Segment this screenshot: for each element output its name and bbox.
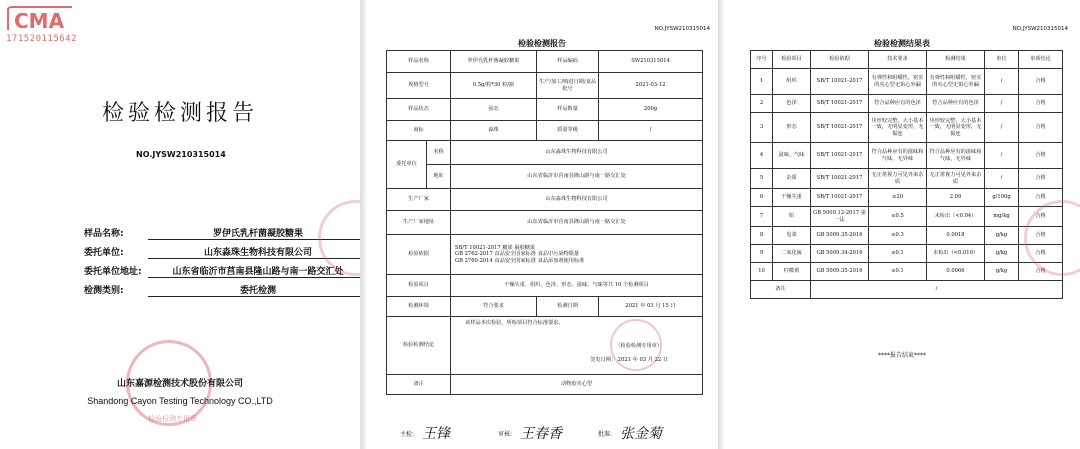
cell-unit: g/kg — [985, 227, 1019, 245]
table-row — [751, 113, 1063, 143]
cell-basis: GB 5009.35-2016 — [811, 263, 869, 281]
cell-basis: SB/T 10021-2017 — [811, 69, 869, 95]
cell-basis: SB/T 10021-2017 — [811, 189, 869, 207]
cell-req: 块形较完整，大小基本一致，无明显变形，无黏连 — [869, 113, 927, 143]
remark-label: 备注 — [751, 281, 811, 299]
sign-main-signature: 王锋 — [422, 426, 450, 442]
company-name-cn: 山东嘉源检测技术股份有限公司 — [116, 379, 243, 389]
cover-title: 检验检测报告 — [101, 101, 258, 126]
cell-no: 4 — [751, 143, 773, 169]
company-name-en: Shandong Cayon Testing Technology CO.,LTD — [87, 396, 273, 406]
cell-concl: 合格 — [1019, 143, 1063, 169]
label-cell: 生产/加工/购进日期/食品批号 — [537, 73, 599, 99]
cell-basis: GB 5009.35-2016 — [811, 227, 869, 245]
label-cell: 商标 — [387, 121, 451, 141]
report-doc-no: NO.JYSW210315014 — [654, 26, 710, 32]
field-label: 检测类别: — [84, 286, 124, 296]
cell-no: 7 — [751, 207, 773, 227]
cell-concl: 合格 — [1019, 263, 1063, 281]
cell-no: 3 — [751, 113, 773, 143]
label-cell: 样品编码 — [537, 51, 599, 73]
basis-line: SB/T 10021-2017 糖果 凝胶糖果 — [455, 244, 536, 251]
field-value: 山东淼珠生物科技有限公司 — [148, 245, 360, 259]
value-cell: 山东省临沂市莒南县隆山路与南一路交汇处 — [451, 165, 703, 189]
label-cell: 生产厂家地址 — [387, 211, 451, 235]
cma-logo-icon — [4, 4, 76, 34]
table-row — [751, 189, 1063, 207]
sign-main-label: 主检: — [400, 431, 415, 438]
table-row — [751, 69, 1063, 95]
cell-concl: 合格 — [1019, 95, 1063, 113]
field-value: 山东省临沂市莒南县隆山路与南一路交汇处 — [148, 264, 360, 278]
conclusion-seal-label: （检验检测专用章） — [615, 343, 663, 349]
cell-req: ≤20 — [869, 189, 927, 207]
cell-item: 滋味、气味 — [773, 143, 811, 169]
results-title: 检验检测结果表 — [874, 39, 930, 48]
label-cell: 样品数量 — [537, 99, 599, 121]
report-seal-icon — [610, 319, 662, 371]
cell-req: 有弹性和咀嚼性，密实的夹心型无馅心外漏 — [869, 69, 927, 95]
cell-no: 6 — [751, 189, 773, 207]
cma-number: 171520115642 — [6, 34, 78, 44]
report-title: 检验检测报告 — [518, 39, 566, 48]
sign-review-label: 审核: — [498, 431, 513, 438]
label-cell: 检测日期 — [537, 297, 599, 317]
cell-concl: 合格 — [1019, 69, 1063, 95]
cell-req: 符合品种应有的色泽 — [869, 95, 927, 113]
value-cell: 2021 年 03 月 15 日 — [599, 297, 703, 317]
cell-basis: GB 5009.12-2017 第一法 — [811, 207, 869, 227]
remark-row — [751, 281, 1063, 299]
cell-item: 二氧化硫 — [773, 245, 811, 263]
cell-concl: 合格 — [1019, 113, 1063, 143]
cell-item: 色泽 — [773, 95, 811, 113]
results-page — [724, 0, 1080, 449]
value-cell: 动物胶夹心型 — [451, 375, 703, 395]
cell-req: ≤0.1 — [869, 263, 927, 281]
label-cell: 委托单位 — [387, 141, 427, 189]
basis-line: GB 2760-2014 食品安全国家标准 食品添加剂使用标准 — [455, 257, 585, 264]
value-cell: 2021-03-12 — [599, 73, 703, 99]
field-value: 罗伊氏乳杆菌凝胶糖果 — [148, 226, 360, 240]
label-cell: 备注 — [387, 375, 451, 395]
sign-review-signature: 王春香 — [520, 426, 562, 442]
basis-line: GB 2762-2017 食品安全国家标准 食品中污染物限量 — [455, 251, 580, 258]
column-header: 技术要求 — [869, 51, 927, 69]
cell-basis: SB/T 10021-2017 — [811, 169, 869, 189]
cell-no: 10 — [751, 263, 773, 281]
cell-result: 无正常视力可见外来杂质 — [927, 169, 985, 189]
cell-no: 1 — [751, 69, 773, 95]
cell-result: 符合品种应有的色泽 — [927, 95, 985, 113]
results-body — [751, 69, 1063, 281]
results-table — [750, 50, 1063, 299]
value-cell: / — [599, 121, 703, 141]
cell-req: 无正常视力可见外来杂质 — [869, 169, 927, 189]
cell-result: 未检出（<0.04） — [927, 207, 985, 227]
cell-req: 符合品种应有的滋味和气味，无异味 — [869, 143, 927, 169]
cell-unit: / — [985, 95, 1019, 113]
value-cell: 固态 — [451, 99, 537, 121]
cell-unit: g/100g — [985, 189, 1019, 207]
table-row — [751, 227, 1063, 245]
remark-value: / — [811, 281, 1063, 299]
label-cell: 地址 — [427, 165, 451, 189]
field-label: 委托单位地址: — [84, 267, 142, 277]
cell-result: 0.0018 — [927, 227, 985, 245]
seal-caption: 检验检测专用章 — [148, 415, 197, 423]
label-cell: 样品名称 — [387, 51, 451, 73]
conclusion-text: 该样品本次检验，所检项目符合标准要求。 — [465, 320, 564, 326]
value-cell: 山东淼珠生物科技有限公司 — [451, 141, 703, 165]
cell-no: 2 — [751, 95, 773, 113]
label-cell: 检验检测结论 — [387, 317, 451, 375]
issue-date: 签发日期： 2021 年 03 月 22 日 — [590, 357, 669, 363]
cell-no: 9 — [751, 245, 773, 263]
table-row — [751, 169, 1063, 189]
field-label: 委托单位: — [84, 248, 124, 258]
value-cell: 200g — [599, 99, 703, 121]
column-header: 检验依据 — [811, 51, 869, 69]
conclusion-cell — [451, 317, 703, 375]
report-page — [366, 0, 718, 449]
report-table — [386, 50, 703, 395]
value-cell: 罗伊氏乳杆菌凝胶糖果 — [451, 51, 537, 73]
report-end-mark: ****报告结束**** — [877, 352, 926, 359]
cover-report-no: NO.JYSW210315014 — [136, 150, 226, 159]
table-row — [751, 95, 1063, 113]
field-value: 委托检测 — [148, 283, 360, 297]
cell-req: ≤0.1 — [869, 245, 927, 263]
cell-unit: / — [985, 69, 1019, 95]
cell-result: 0.0066 — [927, 263, 985, 281]
table-row — [751, 245, 1063, 263]
field-label: 样品名称: — [84, 229, 124, 239]
cell-result: 2.09 — [927, 189, 985, 207]
label-cell: 检验依据 — [387, 235, 451, 275]
column-header: 单项结论 — [1019, 51, 1063, 69]
cell-concl: 合格 — [1019, 189, 1063, 207]
label-cell: 检验项目 — [387, 275, 451, 297]
value-cell: SW210315014 — [599, 51, 703, 73]
value-cell: 山东省临沂市莒南县隆山路与南一路交汇处 — [451, 211, 703, 235]
cell-no: 8 — [751, 227, 773, 245]
cell-item: 组织 — [773, 69, 811, 95]
label-cell: 样品状态 — [387, 99, 451, 121]
cell-basis: SB/T 10021-2017 — [811, 143, 869, 169]
cell-result: 未检出（<0.010） — [927, 245, 985, 263]
cell-basis: SB/T 10021-2017 — [811, 113, 869, 143]
cell-no: 5 — [751, 169, 773, 189]
label-cell: 检测环境 — [387, 297, 451, 317]
value-cell: 淼珠 — [451, 121, 537, 141]
cell-req: ≤0.5 — [869, 207, 927, 227]
label-cell: 规格型号 — [387, 73, 451, 99]
sign-approve-label: 批准: — [598, 431, 613, 438]
table-row — [751, 143, 1063, 169]
column-header: 检测结果 — [927, 51, 985, 69]
cell-item: 干燥失重 — [773, 189, 811, 207]
cover-page — [0, 0, 360, 449]
basis-cell — [451, 235, 703, 275]
cell-unit: g/kg — [985, 245, 1019, 263]
cell-unit: / — [985, 113, 1019, 143]
value-cell: 干燥失重、组织、色泽、形态、滋味、气味等共 10 个检测项目 — [451, 275, 703, 297]
label-cell: 生产厂家 — [387, 189, 451, 211]
column-header: 单位 — [985, 51, 1019, 69]
cell-unit: / — [985, 143, 1019, 169]
cell-result: 块形较完整，大小基本一致，无明显变形，无黏连 — [927, 113, 985, 143]
sign-approve-signature: 张金菊 — [620, 426, 662, 442]
cell-concl: 合格 — [1019, 227, 1063, 245]
cell-item: 柠檬黄 — [773, 263, 811, 281]
label-cell: 质量等级 — [537, 121, 599, 141]
cell-unit: / — [985, 169, 1019, 189]
cell-item: 杂质 — [773, 169, 811, 189]
value-cell: 符合要求 — [451, 297, 537, 317]
table-row — [751, 207, 1063, 227]
cell-req: ≤0.3 — [869, 227, 927, 245]
cell-item: 苋菜 — [773, 227, 811, 245]
cell-basis: GB 5009.34-2016 — [811, 245, 869, 263]
cell-item: 铅 — [773, 207, 811, 227]
value-cell: 山东淼珠生物科技有限公司 — [451, 189, 703, 211]
cell-concl: 合格 — [1019, 207, 1063, 227]
cell-concl: 合格 — [1019, 169, 1063, 189]
column-header: 序号 — [751, 51, 773, 69]
results-doc-no: NO.JYSW210315014 — [1012, 26, 1068, 32]
svg-text:CMA: CMA — [14, 9, 65, 33]
cell-unit: g/kg — [985, 263, 1019, 281]
cell-result: 有弹性和咀嚼性，密实的夹心型无馅心外漏 — [927, 69, 985, 95]
cell-concl: 合格 — [1019, 245, 1063, 263]
cell-basis: SB/T 10021-2017 — [811, 95, 869, 113]
label-cell: 名称 — [427, 141, 451, 165]
cell-result: 符合品种应有的滋味和气味，无异味 — [927, 143, 985, 169]
value-cell: 0.5g/粒*30 粒/瓶 — [451, 73, 537, 99]
signature-row — [386, 423, 702, 445]
cell-unit: mg/kg — [985, 207, 1019, 227]
table-header-row — [751, 51, 1063, 69]
table-row — [751, 263, 1063, 281]
column-header: 检验项目 — [773, 51, 811, 69]
cell-item: 形态 — [773, 113, 811, 143]
